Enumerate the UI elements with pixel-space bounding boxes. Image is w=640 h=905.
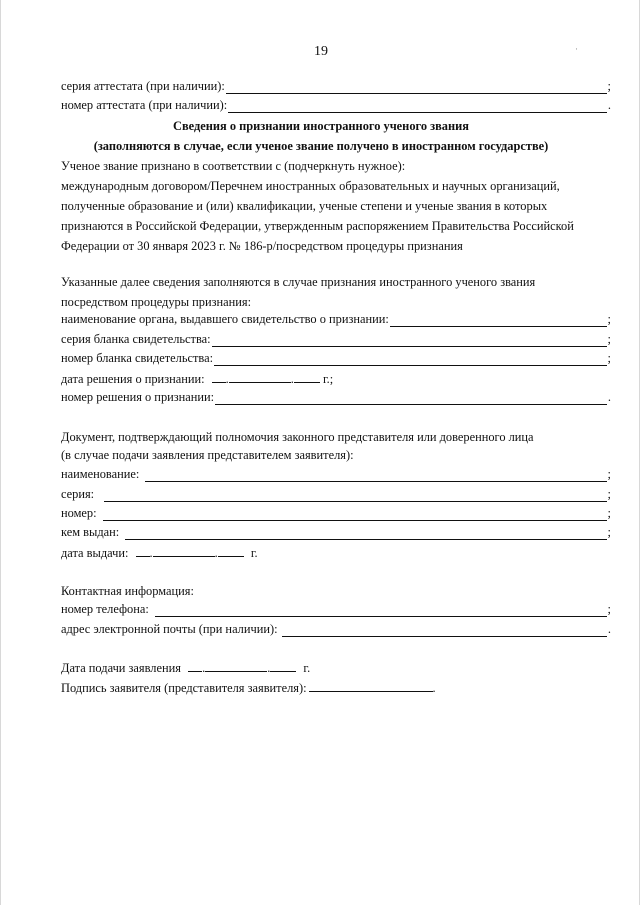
doc-issuer-row: кем выдан: ; [61,525,611,539]
signature-field[interactable] [309,679,433,692]
issue-day-field[interactable] [136,544,150,557]
doc-series-row: серия: ; [61,487,611,501]
document-page: 19 · серия аттестата (при наличии): ; номер аттестата (при наличии): . Сведения о признании иностранного ученого звания (заполняются в случае, если ученое звание получено в иностранном государстве) Ученое звание признано в соответствии с (подчеркнуть нужное): международным договором/Перечнем иностранных образовательных и научных организаций, полученные образование и (или) квалификации, ученые степени и ученые звания в которых признаются в Российской Федерации, утвержденным распоряжением Правительства Российской Федерации от 30 января 2023 г. № 186-р/посредством процедуры признания Указанные далее сведения заполняются в случае признания иностранного ученого звания посредством процедуры признания: наименование органа, выдавшего свидетельство о признании: ; серия бланка свидетельства: ; номер бланка свидетельства: ; дата решения о признании: . . г.; номер решения о признании: . Документ, подтверждающий полномочия законного представителя или доверенного лица (в случае подачи заявления представителем заявителя): наименование: ; серия: ; номер: ; кем выдан: ; дата выдачи: . . г. Контактная информация: номер телефона: ; адрес электронной почты (при наличии): . Дата подачи заявления . . г. Подпись заявителя (представителя заявителя): . [0,0,640,905]
procedure-note: Указанные далее сведения заполняются в случае признания иностранного ученого звания посредством процедуры признания: [61,275,536,309]
recognition-options: международным договором/Перечнем иностранных образовательных и научных организаций, полученные образование и (или) квалификации, ученые степени и ученые звания в которых признаются в Российской Федерации, утвержденным распоряжением Правительства Российской Федерации от 30 января 2023 г. № 186-р/посредством процедуры признания [61,179,574,253]
decision-date-row: дата решения о признании: . . г.; [61,372,334,386]
doc-name-row: наименование: ; [61,467,611,481]
corner-mark: · [575,44,578,54]
page-number: 19 [314,44,328,59]
submit-day-field[interactable] [188,659,202,672]
doc-number-row: номер: ; [61,506,611,520]
section-subtitle: (заполняются в случае, если ученое звание получено в иностранном государстве) [93,139,549,153]
issue-year-field[interactable] [218,544,244,557]
doc-series-field[interactable] [104,489,606,502]
submit-month-field[interactable] [205,659,267,672]
decision-day-field[interactable] [212,370,226,383]
attestat-number-row: номер аттестата (при наличии): . [61,98,611,112]
phone-row: номер телефона: ; [61,602,611,616]
certificate-series-row: серия бланка свидетельства: ; [61,332,611,346]
signature-row: Подпись заявителя (представителя заявителя): . [61,681,436,695]
decision-month-field[interactable] [229,370,291,383]
email-field[interactable] [282,624,607,637]
certificate-number-row: номер бланка свидетельства: ; [61,351,611,365]
doc-name-field[interactable] [145,469,606,482]
contact-heading: Контактная информация: [61,584,194,598]
decision-number-field[interactable] [215,392,607,405]
attestat-number-label: номер аттестата (при наличии): [61,98,228,112]
doc-issuer-field[interactable] [125,527,606,540]
certificate-number-field[interactable] [214,353,607,366]
section-title: Сведения о признании иностранного ученого звания [173,119,469,133]
phone-field[interactable] [155,604,607,617]
recognition-intro: Ученое звание признано в соответствии с (подчеркнуть нужное): [61,159,406,173]
email-row: адрес электронной почты (при наличии): . [61,622,611,636]
attestat-series-field[interactable] [226,81,607,94]
attestat-number-field[interactable] [228,100,607,113]
certificate-series-field[interactable] [212,334,607,347]
certificate-org-field[interactable] [390,314,607,327]
issue-month-field[interactable] [153,544,215,557]
doc-number-field[interactable] [103,508,607,521]
certificate-org-row: наименование органа, выдавшего свидетельство о признании: ; [61,312,611,326]
decision-number-row: номер решения о признании: . [61,390,611,404]
representative-heading: Документ, подтверждающий полномочия законного представителя или доверенного лица [61,430,534,444]
decision-year-field[interactable] [294,370,320,383]
doc-issue-date-row: дата выдачи: . . г. [61,546,258,560]
submit-year-field[interactable] [270,659,296,672]
submit-date-row: Дата подачи заявления . . г. [61,661,311,675]
attestat-series-row: серия аттестата (при наличии): ; [61,79,611,93]
attestat-series-label: серия аттестата (при наличии): [61,79,225,93]
